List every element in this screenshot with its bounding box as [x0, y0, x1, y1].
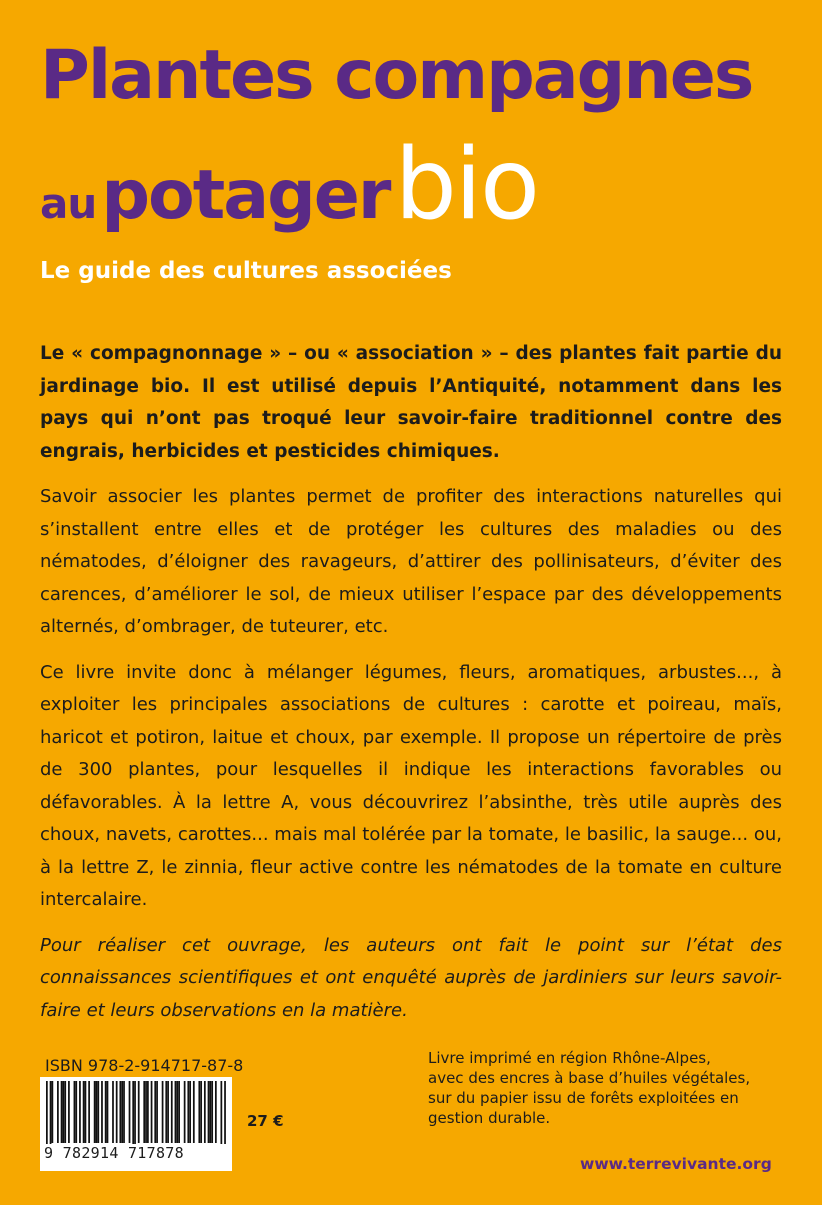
title-word-bio: bio	[394, 128, 538, 242]
barcode-bar	[154, 1081, 156, 1143]
barcode-bar	[121, 1081, 123, 1143]
barcode-bar	[143, 1081, 145, 1143]
barcode-bar	[134, 1081, 136, 1149]
isbn-number: ISBN 978-2-914717-87-8	[45, 1056, 244, 1075]
barcode-bar	[171, 1081, 173, 1143]
barcode-bar	[189, 1081, 191, 1143]
barcode-digits: 9 782914 717878	[44, 1144, 228, 1162]
barcode-bar	[215, 1081, 217, 1143]
barcode-bars-icon	[42, 1079, 230, 1149]
title-word-au: au	[40, 179, 97, 228]
barcode-bar	[94, 1081, 96, 1143]
barcode-bar	[178, 1081, 180, 1143]
barcode-bar	[204, 1081, 206, 1143]
publisher-website: www.terrevivante.org	[580, 1155, 772, 1173]
book-subtitle: Le guide des cultures associées	[40, 258, 452, 284]
benefits-paragraph: Savoir associer les plantes permet de profiter des interactions naturelles qui s’installent entre elles et de protéger les cultures des maladies ou des nématodes, d’éloigner des ravageurs, d’attirer des pollinisateurs, d’éviter des carences, d’améliorer le sol, de mieux utiliser l’espace par des développements alternés, d’ombrager, de tuteurer, etc.	[40, 486, 782, 637]
barcode-bar	[52, 1081, 54, 1143]
barcode-bar	[167, 1081, 169, 1143]
barcode-bar	[123, 1081, 125, 1143]
barcode-bar	[200, 1081, 202, 1143]
barcode-bar	[208, 1081, 210, 1143]
barcode-bar	[209, 1081, 211, 1143]
imprint-line: avec des encres à base d’huiles végétales,	[428, 1069, 751, 1087]
barcode-bar	[64, 1081, 66, 1143]
barcode-bar	[88, 1081, 90, 1143]
barcode-bar	[151, 1081, 153, 1143]
book-title-line1: Plantes compagnes	[40, 36, 753, 115]
barcode-bar	[46, 1081, 48, 1149]
barcode-bar	[74, 1081, 76, 1143]
title-word-potager: potager	[101, 156, 390, 235]
barcode-bar	[198, 1081, 200, 1143]
barcode-bar	[138, 1081, 140, 1143]
barcode-bar	[63, 1081, 65, 1143]
barcode-bar	[147, 1081, 149, 1143]
barcode-bar	[57, 1081, 59, 1143]
barcode-bar	[193, 1081, 195, 1143]
intro-paragraph: Le « compagnonnage » – ou « association » – des plantes fait partie du jardinage bio. Il est utilisé depuis l’Antiquité, notamment dans les pays qui n’ont pas troqué leur savoir-faire traditionnel contre des engrais, herbicides et pesticides chimiques.	[40, 343, 782, 462]
barcode-bar	[112, 1081, 114, 1143]
barcode-bar	[75, 1081, 77, 1143]
barcode-bar	[220, 1081, 222, 1149]
barcode-bar	[107, 1081, 109, 1143]
barcode-bar	[162, 1081, 164, 1143]
barcode-bar	[187, 1081, 189, 1143]
barcode-bar	[50, 1081, 52, 1149]
barcode-bar	[176, 1081, 178, 1143]
barcode-bar	[101, 1081, 103, 1143]
barcode-bar	[61, 1081, 63, 1143]
barcode-bar	[97, 1081, 99, 1143]
price: 27 €	[247, 1112, 284, 1130]
barcode-bar	[165, 1081, 167, 1143]
barcode-bar	[119, 1081, 121, 1143]
back-cover-text	[40, 338, 782, 1040]
imprint-line: gestion durable.	[428, 1109, 551, 1127]
barcode-bar	[145, 1081, 147, 1143]
authors-paragraph: Pour réaliser cet ouvrage, les auteurs ont fait le point sur l’état des connaissances scientifiques et ont enquêté auprès de jardiniers sur leurs savoir-faire et leurs observations en la matière.	[40, 934, 782, 1021]
barcode-bar	[83, 1081, 85, 1143]
barcode-bar	[211, 1081, 213, 1143]
barcode-bar	[224, 1081, 226, 1149]
barcode-bar	[79, 1081, 81, 1143]
barcode-bar	[68, 1081, 70, 1143]
barcode-bar	[85, 1081, 87, 1143]
barcode-bar	[132, 1081, 134, 1149]
barcode-bar	[175, 1081, 177, 1143]
imprint-line: Livre imprimé en région Rhône-Alpes,	[428, 1049, 711, 1067]
book-title-line2	[40, 128, 538, 242]
content-paragraph: Ce livre invite donc à mélanger légumes, fleurs, aromatiques, arbustes..., à exploiter les principales associations de cultures : carotte et poireau, maïs, haricot et potiron, laitue et choux, par exemple. Il propose un répertoire de près de 300 plantes, pour lesquelles il indique les interactions favorables ou défavorables. À la lettre A, vous découvrirez l’absinthe, très utile auprès des choux, navets, carottes... mais mal tolérée par la tomate, le basilic, la sauge... ou, à la lettre Z, le zinnia, fleur active contre les nématodes de la tomate en culture intercalaire.	[40, 661, 782, 910]
barcode-bar	[105, 1081, 107, 1143]
imprint-notice	[428, 1048, 788, 1128]
barcode-bar	[129, 1081, 131, 1143]
imprint-line: sur du papier issu de forêts exploitées en	[428, 1089, 739, 1107]
barcode-bar	[96, 1081, 98, 1143]
barcode-bar	[156, 1081, 158, 1143]
barcode-bar	[116, 1081, 118, 1143]
barcode-bar	[184, 1081, 186, 1143]
